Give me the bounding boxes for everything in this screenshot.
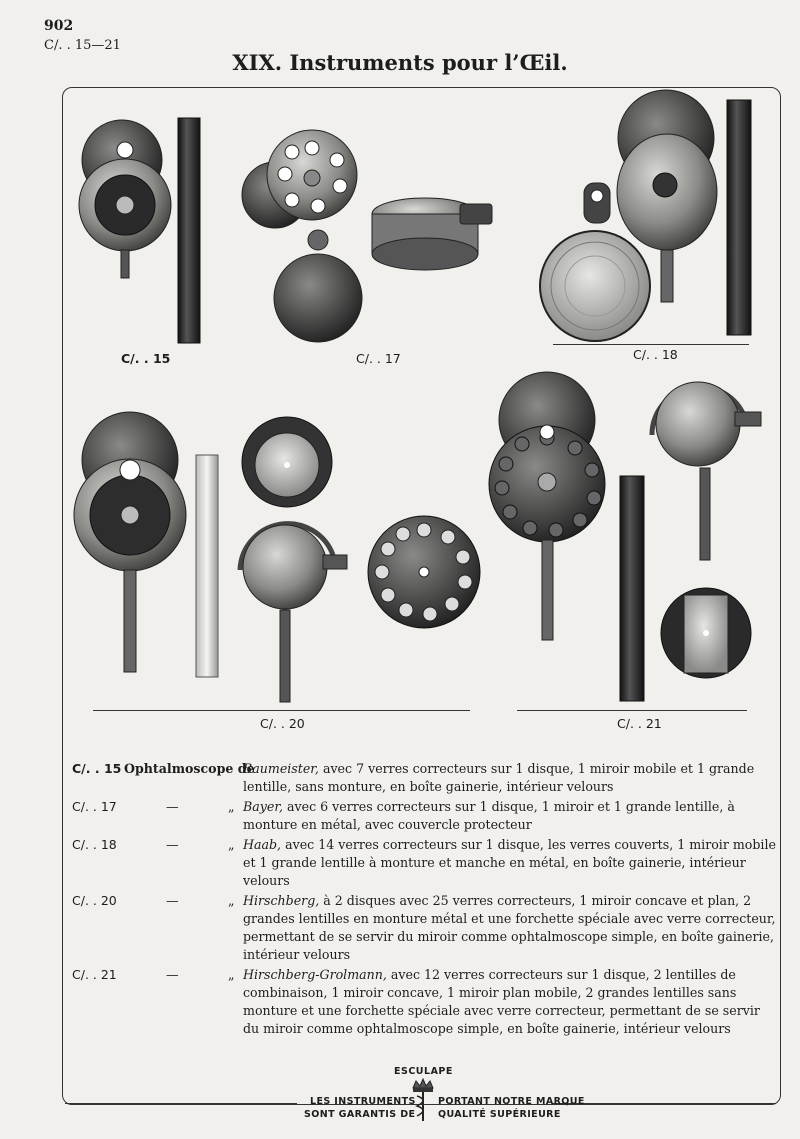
separator-top-right [553,344,749,345]
entry-description [243,966,780,1038]
ditto-dash: — [166,799,179,814]
entry-code: C/. . 21 [72,967,117,982]
ophthalmoscope-c21-illustration [489,372,761,701]
caption-c21: C/. . 21 [617,716,662,731]
ditto-mark: „ [228,799,235,814]
entry-c21 [68,966,780,1058]
entry-code: C/. . 17 [72,799,117,814]
entry-body: avec 7 verres correcteurs sur 1 disque, 1 miroir mobile et 1 grande lentille, sans monture, en boîte gainerie, intérieur velours [243,761,755,794]
separator-bottom-right [517,710,747,711]
entry-description [243,760,780,796]
maker-name: Hirschberg-Grolmann, [243,967,387,982]
caption-c15: C/. . 15 [121,351,171,366]
entry-description [243,892,780,964]
catalog-range: C/. . 15—21 [44,38,121,53]
caption-c17: C/. . 17 [356,351,401,366]
entry-body: avec 6 verres correcteurs sur 1 disque, 1 miroir et 1 grande lentille, à monture en métal, avec couvercle protecteur [243,799,735,832]
footer-line2-left: SONT GARANTIS DE [304,1109,416,1120]
caption-c20: C/. . 20 [260,716,305,731]
ophthalmoscope-c18-illustration [540,90,751,341]
ditto-mark: „ [228,967,235,982]
ditto-dash: — [166,893,179,908]
footer-line1-left: LES INSTRUMENTS [310,1096,416,1107]
page-title: XIX. Instruments pour l’Œil. [232,50,568,75]
entry-c18 [68,836,780,892]
maker-name: Hirschberg, [243,893,320,908]
maker-name: Bayer, [243,799,283,814]
ditto-dash: — [166,967,179,982]
footer-brand: ESCULAPE [394,1066,453,1077]
entry-body: avec 12 verres correcteurs sur 1 disque, 2 lentilles de combinaison, 1 miroir concave, 1 miroir plan mobile, 2 grandes lentilles sans monture et une forchette spéciale avec verre correcteur, permettant de se servir du miroir comme ophtalmoscope simple, en boîte gainerie, intérieur velours [243,967,760,1036]
ditto-mark: „ [228,893,235,908]
footer-line-left [65,1103,297,1104]
entry-kind: Ophtalmoscope de [124,761,255,776]
ophthalmoscope-c17-illustration [242,130,492,342]
entry-code: C/. . 15 [72,761,122,776]
entry-c15 [68,760,780,798]
footer-line1-right: PORTANT NOTRE MARQUE [438,1096,585,1107]
entry-code: C/. . 18 [72,837,117,852]
ophthalmoscope-c20-illustration [74,412,480,702]
entry-body: avec 14 verres correcteurs sur 1 disque, les verres couverts, 1 miroir mobile et 1 grande lentille à monture et manche en métal, en boîte gainerie, intérieur velours [243,837,776,888]
entry-code: C/. . 20 [72,893,117,908]
ophthalmoscope-c15-illustration [79,118,200,343]
entry-c17 [68,798,780,836]
maker-name: Baumeister, [243,761,319,776]
page-number: 902 [44,18,74,34]
ditto-dash: — [166,837,179,852]
caption-c18: C/. . 18 [633,347,678,362]
entry-description [243,798,780,834]
entry-body: à 2 disques avec 25 verres correcteurs, 1 miroir concave et plan, 2 grandes lentilles en monture métal et une forchette spéciale avec verre correcteur, permettant de se servir du miroir comme ophtalmoscope simple, en boîte gainerie, intérieur velours [243,893,776,962]
entry-description [243,836,780,890]
entry-c20 [68,892,780,966]
ditto-mark: „ [228,837,235,852]
footer-line2-right: QUALITÉ SUPÉRIEURE [438,1109,561,1120]
maker-name: Haab, [243,837,282,852]
footer-line-right [552,1103,776,1104]
separator-bottom-left [93,710,470,711]
